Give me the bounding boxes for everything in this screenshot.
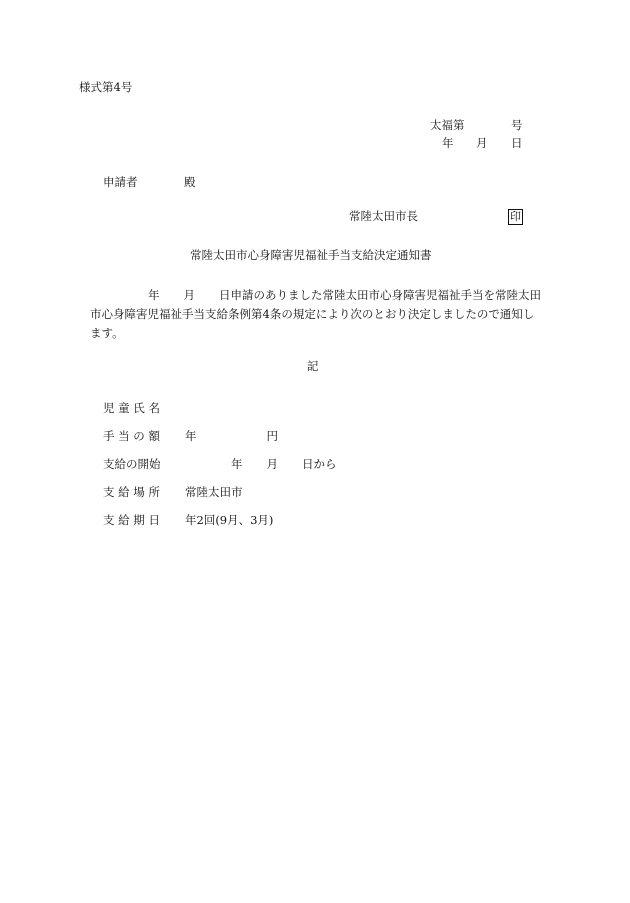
item-label: 支 給 期 日: [103, 513, 160, 527]
applicant-label: 申請者: [103, 175, 138, 189]
allowance-yen: 円: [266, 429, 278, 443]
payment-place-value: 常陸太田市: [185, 485, 243, 499]
allowance-year: 年: [185, 429, 197, 443]
date-month: 月: [476, 136, 488, 150]
body-paragraph: [90, 286, 560, 343]
payment-date-value: 年2回(9月、3月): [185, 513, 274, 527]
item-label: 児 童 氏 名: [103, 401, 160, 415]
form-number: 様式第4号: [79, 80, 133, 94]
document-number-suffix: 号: [511, 118, 523, 132]
body-month: 月: [183, 288, 195, 302]
item-label: 支 給 場 所: [103, 485, 160, 499]
body-line-3: ます。: [90, 326, 124, 340]
item-allowance-amount: [103, 431, 278, 443]
item-payment-date: [103, 515, 273, 527]
body-line-2: 市心身障害児福祉手当支給条例第4条の規定により次のとおり決定しましたので通知し: [90, 307, 535, 321]
item-child-name: [103, 403, 177, 415]
body-line-1-rest: 日申請のありました常陸太田市心身障害児福祉手当を常陸太田: [219, 288, 541, 302]
date-year: 年: [442, 136, 454, 150]
item-payment-start: [103, 459, 337, 471]
body-line-1: [90, 286, 560, 305]
start-day: 日から: [302, 457, 337, 471]
document-number-prefix: 太福第: [430, 118, 465, 132]
start-year: 年: [231, 457, 243, 471]
item-label: 支給の開始: [103, 457, 161, 471]
seal-label: 印: [510, 210, 521, 223]
item-payment-place: [103, 487, 243, 499]
date-day: 日: [511, 136, 523, 150]
body-year: 年: [148, 288, 160, 302]
issuer-name: 常陸太田市長: [349, 209, 418, 223]
document-title: 常陸太田市心身障害児福祉手当支給決定通知書: [190, 248, 432, 262]
item-label: 手 当 の 額: [103, 429, 160, 443]
start-month: 月: [266, 457, 278, 471]
applicant-honorific: 殿: [184, 175, 196, 189]
ki-heading: 記: [307, 359, 319, 373]
seal-mark: [508, 209, 523, 225]
